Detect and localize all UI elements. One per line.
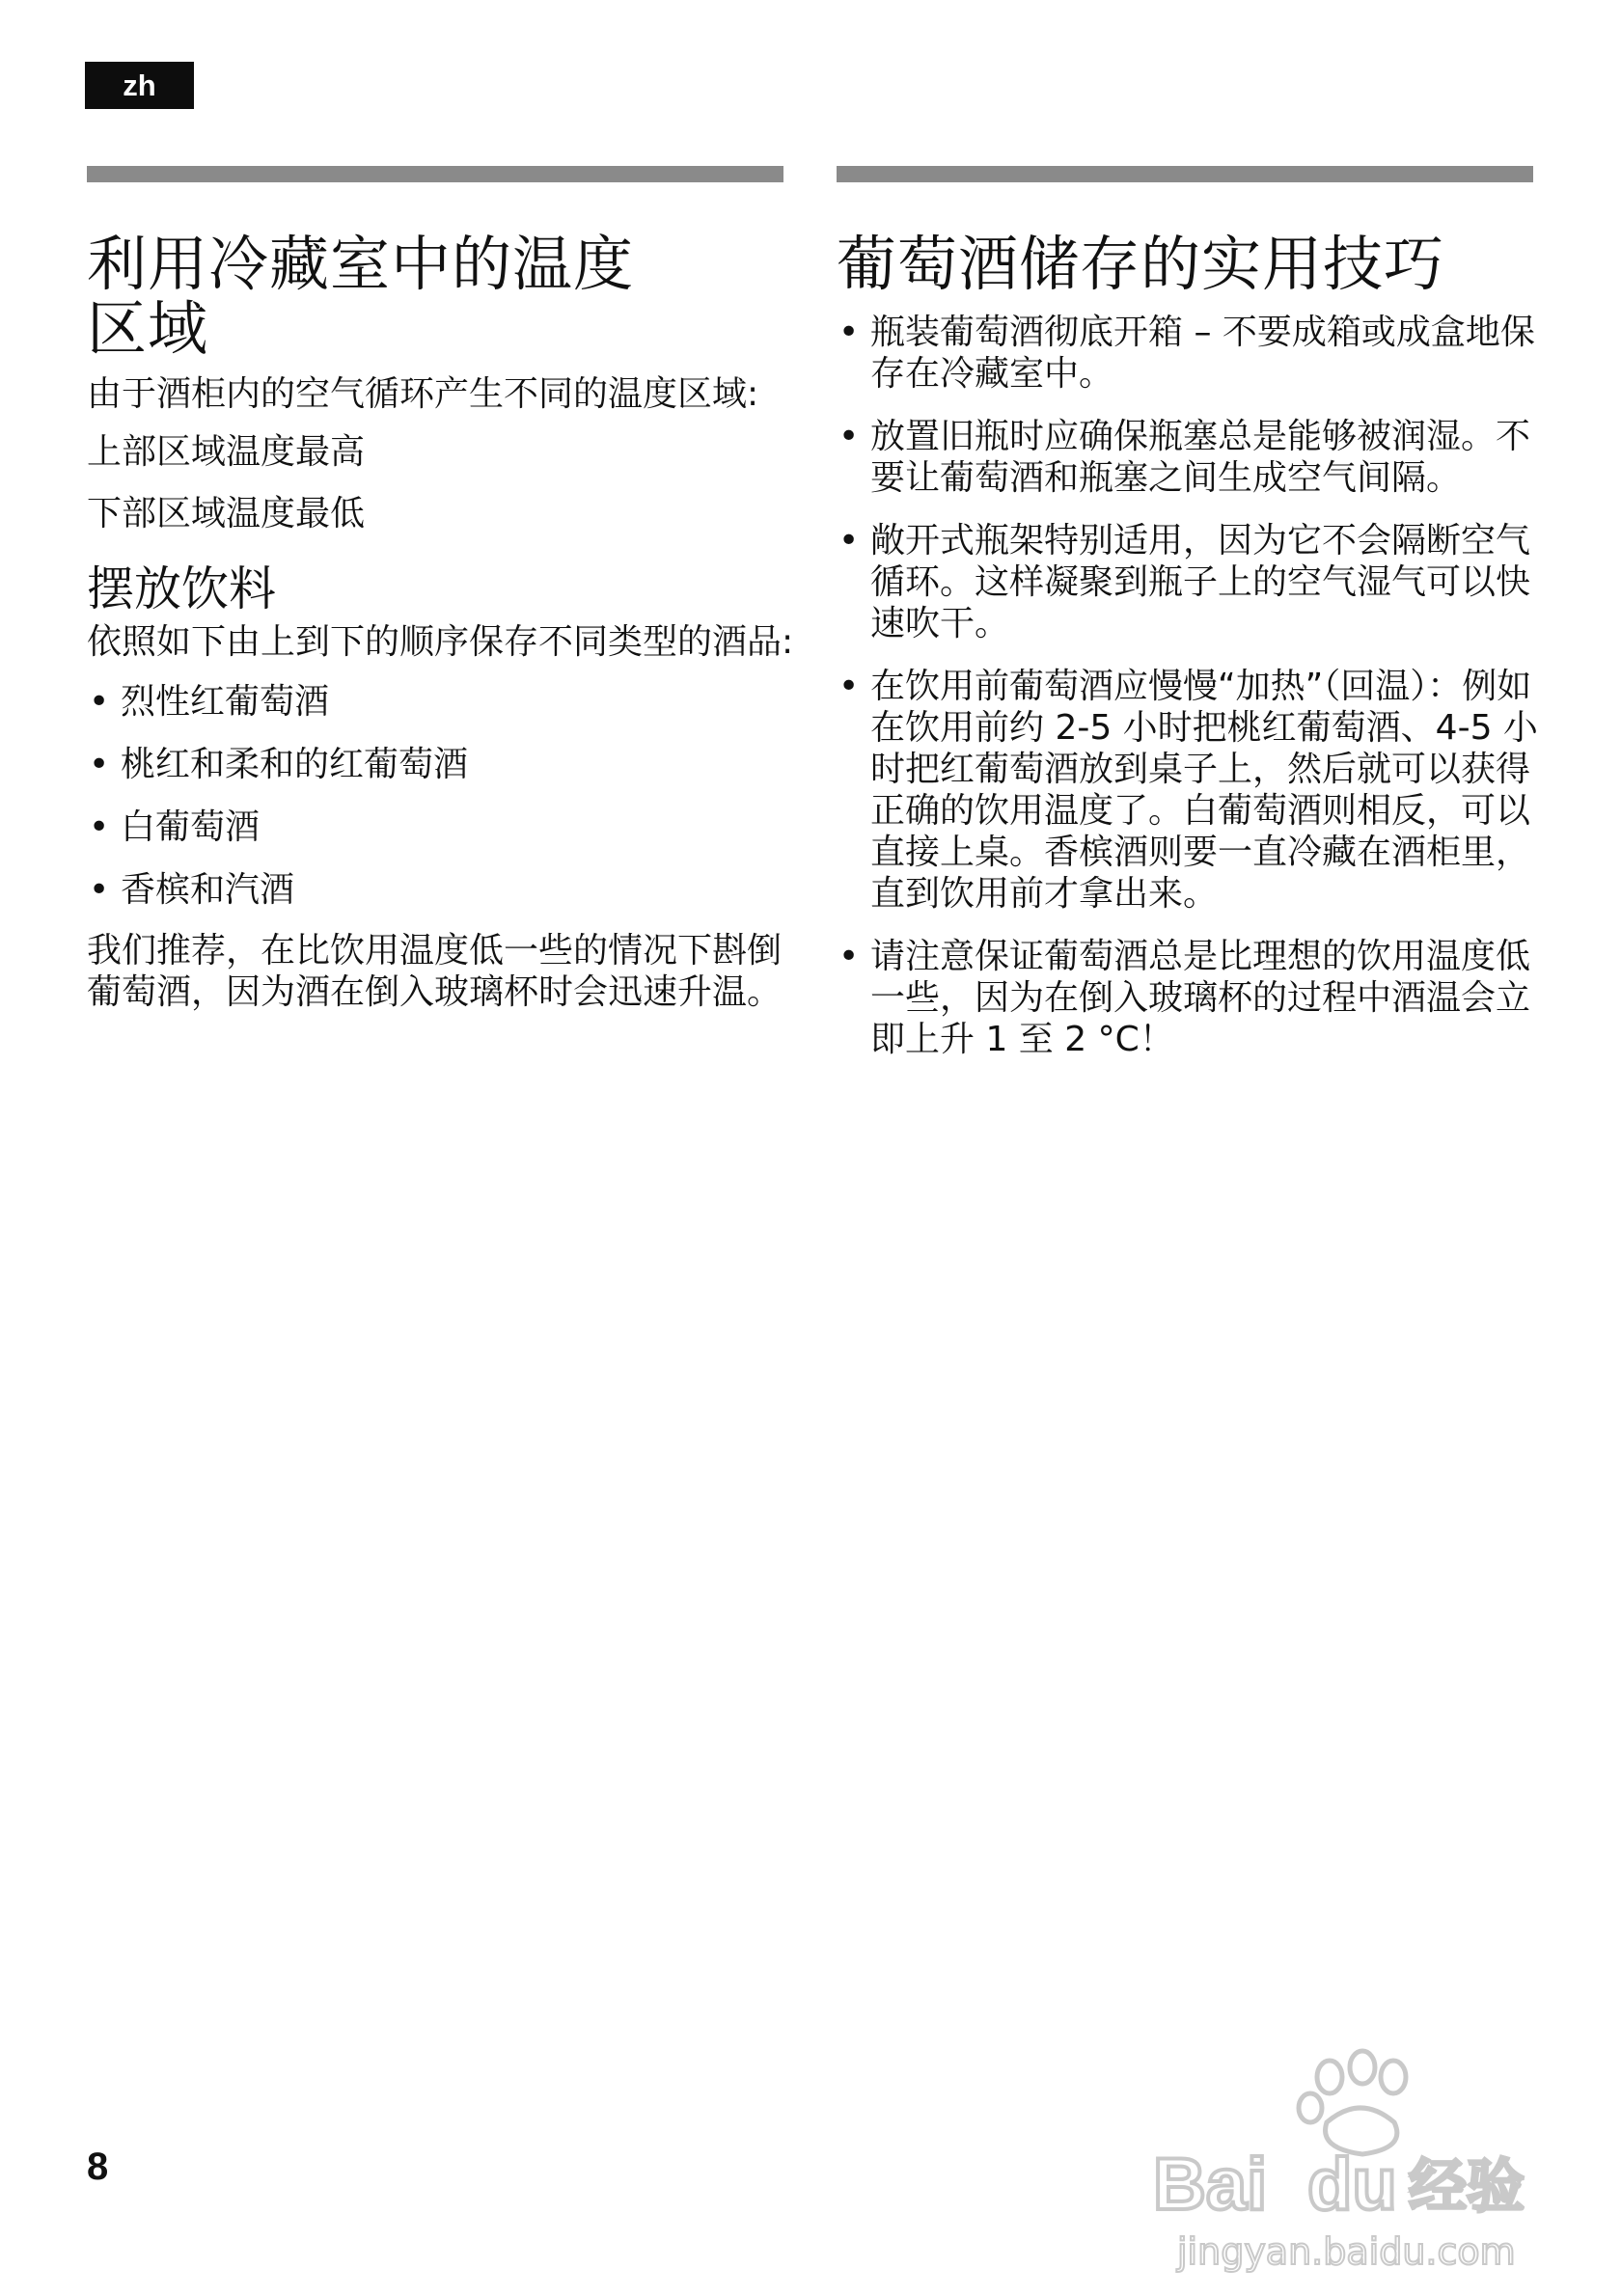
title-line-1: 利用冷藏室中的温度: [87, 229, 635, 299]
wine-order-list: [87, 681, 801, 911]
lower-zone-text: 下部区域温度最低: [87, 494, 366, 533]
bullet-icon: •: [838, 521, 860, 560]
upper-zone-text: 上部区域温度最高: [87, 432, 366, 472]
right-section-rule: [837, 166, 1533, 182]
svg-text:经验: 经验: [1409, 2153, 1525, 2221]
bullet-icon: •: [838, 313, 860, 352]
bullet-icon: •: [89, 682, 110, 722]
list-item: • 放置旧瓶时应确保瓶塞总是能够被润湿。不要让葡萄酒和瓶塞之间生成空气间隔。: [838, 417, 1531, 498]
list-item: • 在饮用前葡萄酒应慢慢“加热”（回温）：例如在饮用前约 2-5 小时把桃红葡萄酒、4-5 小时把红葡萄酒放到桌子上，然后就可以获得正确的饮用温度了。白葡萄酒则相反，可以直接上桌。香槟酒则要一直冷藏在酒柜里，直到饮用前才拿出来。: [838, 667, 1538, 914]
order-intro-paragraph: 依照如下由上到下的顺序保存不同类型的酒品:: [87, 622, 794, 662]
bullet-icon: •: [838, 667, 860, 706]
svg-text:du: du: [1307, 2144, 1397, 2226]
section-title-storage-tips: 葡萄酒储存的实用技巧: [837, 229, 1445, 299]
title-line-2: 区域: [87, 293, 209, 364]
paw-icon: [1299, 2051, 1406, 2154]
left-section-rule: [87, 166, 783, 182]
left-column: [87, 229, 801, 1013]
list-item: • 烈性红葡萄酒: [89, 682, 330, 722]
svg-text:jingyan.baidu.com: jingyan.baidu.com: [1177, 2230, 1516, 2273]
list-item: • 白葡萄酒: [89, 807, 261, 847]
list-item: • 桃红和柔和的红葡萄酒: [89, 745, 469, 784]
baidu-jingyan-watermark: [1148, 2040, 1553, 2282]
recommendation-paragraph: 我们推荐，在比饮用温度低一些的情况下斟倒葡萄酒，因为酒在倒入玻璃杯时会迅速升温。: [87, 931, 783, 1012]
bullet-icon: •: [838, 937, 860, 976]
language-tag: zh: [85, 62, 194, 109]
list-item: • 敞开式瓶架特别适用，因为它不会隔断空气循环。这样凝聚到瓶子上的空气湿气可以快速吹干。: [838, 521, 1531, 643]
list-item: • 瓶装葡萄酒彻底开箱 – 不要成箱或成盒地保存在冷藏室中。: [838, 313, 1535, 394]
list-item: • 请注意保证葡萄酒总是比理想的饮用温度低一些，因为在倒入玻璃杯的过程中酒温会立即上升 1 至 2 °C！: [838, 937, 1531, 1059]
section-title-temperature-zones: [87, 229, 801, 364]
bullet-icon: •: [838, 417, 860, 456]
bullet-icon: •: [89, 745, 110, 784]
svg-text:Bai: Bai: [1153, 2144, 1268, 2226]
list-item: • 香槟和汽酒: [89, 870, 295, 910]
right-column: [837, 229, 1541, 1060]
subtitle-placing-drinks: 摆放饮料: [87, 561, 277, 616]
page-number: 8: [87, 2146, 109, 2188]
bullet-icon: •: [89, 807, 110, 847]
storage-tips-list: [837, 312, 1541, 1060]
intro-paragraph: 由于酒柜内的空气循环产生不同的温度区域:: [87, 374, 759, 414]
bullet-icon: •: [89, 870, 110, 910]
